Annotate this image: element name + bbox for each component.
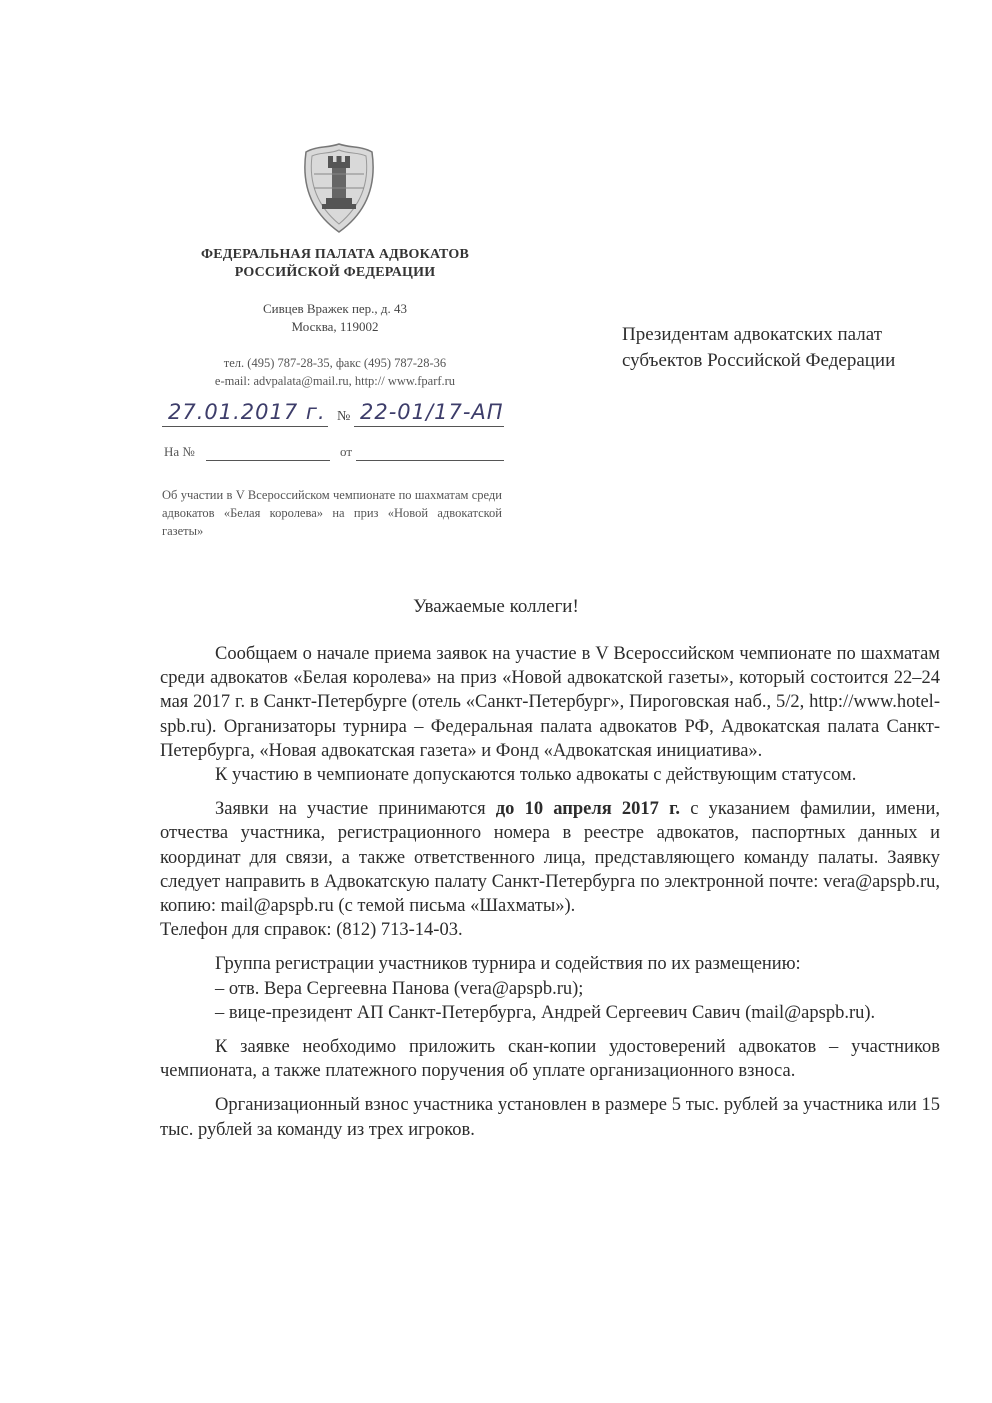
- registration-number: 22-01/17-АП: [360, 400, 504, 424]
- salutation: Уважаемые коллеги!: [413, 596, 579, 617]
- chess-rook-emblem-icon: [300, 140, 378, 235]
- paragraph-applications: [160, 797, 940, 918]
- address-line2: Москва, 119002: [291, 319, 379, 334]
- paragraph-eligibility: К участию в чемпионате допускаются только адвокаты с действующим статусом.: [215, 765, 857, 786]
- addressee-line2: субъектов Российской Федерации: [622, 350, 896, 371]
- address-line1: Сивцев Вражек пер., д. 43: [262, 301, 408, 316]
- org-name: [160, 246, 510, 282]
- contact-savich: – вице-президент АП Санкт-Петербурга, Андрей Сергеевич Савич (mail@apspb.ru).: [215, 1002, 876, 1023]
- registration-number-label: №: [337, 409, 351, 424]
- addressee-line1: Президентам адвокатских палат: [622, 324, 883, 345]
- paragraph-attachments: К заявке необходимо приложить скан-копии удостоверений адвокатов – участников чемпионата, а также платежного поручения об уплате организационного взноса.: [160, 1037, 940, 1082]
- registration-date: 27.01.2017 г.: [168, 400, 326, 424]
- date-underline: [162, 426, 328, 427]
- contact-panova: – отв. Вера Сергеевна Панова (vera@apspb.ru);: [215, 978, 584, 999]
- email-web-line: e-mail: advpalata@mail.ru, http:// www.fparf.ru: [214, 374, 456, 388]
- deadline-date: до 10 апреля 2017 г.: [495, 799, 681, 820]
- ref-from-underline: [356, 460, 504, 461]
- number-underline: [354, 426, 504, 427]
- paragraph-announcement: Сообщаем о начале приема заявок на участие в V Всероссийском чемпионате по шахматам среди адвокатов «Белая королева» на приз «Новой адвокатской газеты», который состоится 22–24 мая 2017 г. в Санкт-Петербурге (отель «Санкт-Петербург», Пироговская наб., 5/2, http://www.hotel-spb.ru). Организаторы турнира – Федеральная палата адвокатов РФ, Адвокатская палата Санкт-Петербурга, «Новая адвокатская газета» и Фонд «Адвокатская инициатива».: [160, 644, 940, 761]
- registration-line: [162, 400, 512, 430]
- ref-number-label: На №: [164, 444, 195, 459]
- org-name-line2: РОССИЙСКОЙ ФЕДЕРАЦИИ: [234, 265, 436, 280]
- ref-number-underline: [206, 460, 330, 461]
- applications-text-end: с указанием фамилии, имени, отчества участника, регистрационного номера в реестре адвокатов, паспортных данных и координат для связи, а также ответственного лица, представляющего команду палаты. Заявку следует направить в Адвокатскую палату Санкт-Петербурга по электронной почте: vera@apspb.ru, копию: mail@apspb.ru (с темой письма «Шахматы»).: [160, 799, 941, 917]
- phone-fax-line: тел. (495) 787-28-35, факс (495) 787-28-36: [223, 356, 447, 370]
- letter-body: [160, 642, 940, 1142]
- registration-group-heading: Группа регистрации участников турнира и содействия по их размещению:: [215, 954, 801, 975]
- reference-phone: Телефон для справок: (812) 713-14-03.: [160, 920, 463, 941]
- applications-text-start: Заявки на участие принимаются: [215, 799, 496, 820]
- ref-from-label: от: [340, 444, 353, 459]
- org-contacts: [150, 354, 520, 390]
- letter-subject: Об участии в V Всероссийском чемпионате по шахматам среди адвокатов «Белая королева» на приз «Новой адвокатской газеты»: [162, 488, 502, 538]
- org-address: [160, 300, 510, 336]
- paragraph-fee: Организационный взнос участника установлен в размере 5 тыс. рублей за участника или 15 тыс. рублей за команду из трех игроков.: [160, 1095, 940, 1140]
- org-name-line1: ФЕДЕРАЛЬНАЯ ПАЛАТА АДВОКАТОВ: [200, 247, 470, 262]
- reference-line: [162, 444, 512, 468]
- addressee-block: [622, 322, 962, 374]
